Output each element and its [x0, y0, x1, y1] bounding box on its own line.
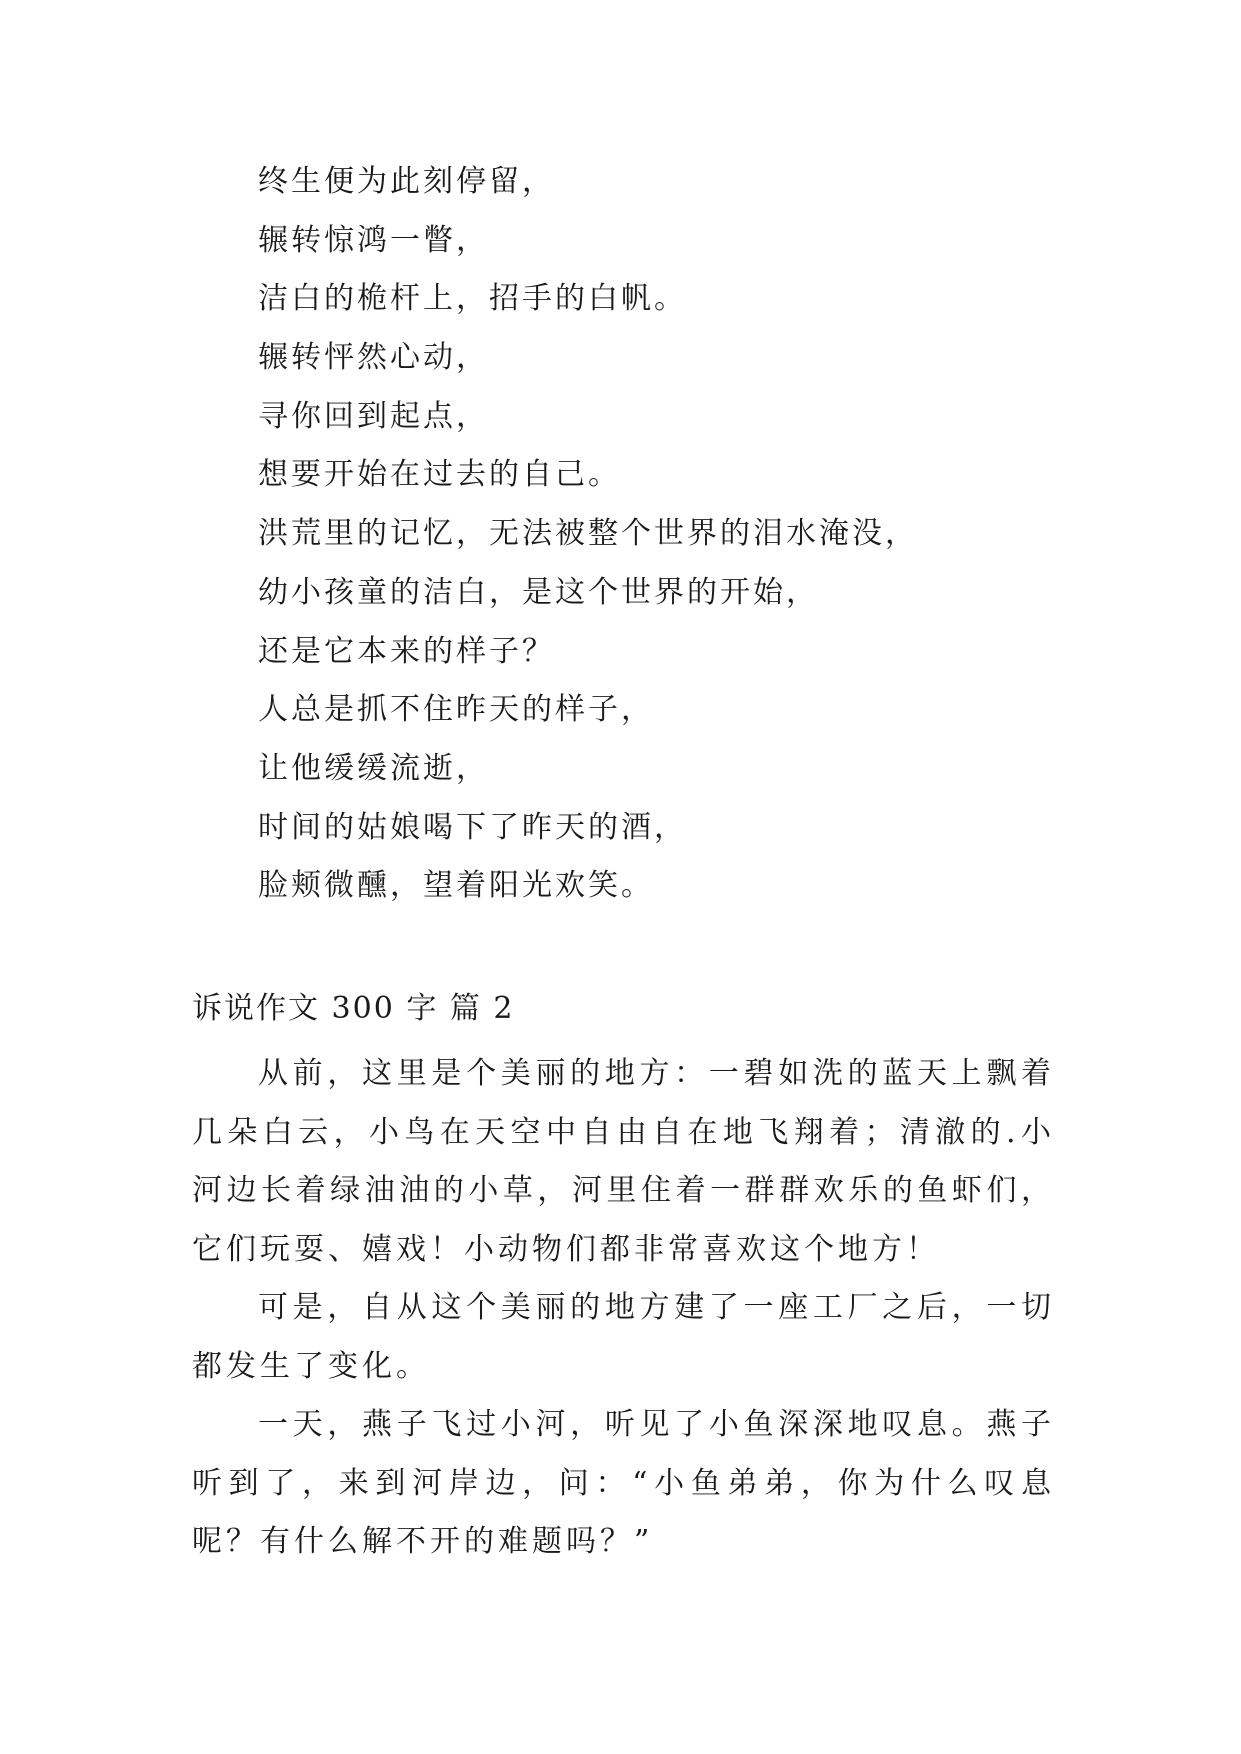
essay-body [192, 1045, 1055, 1572]
poem-line: 幼小孩童的洁白，是这个世界的开始， [258, 574, 819, 610]
section-heading: 诉说作文 300 字 篇 2 [192, 991, 515, 1026]
poem-line: 还是它本来的样子？ [258, 633, 555, 669]
paragraph: 从前，这里是个美丽的地方：一碧如洗的蓝天上飘着几朵白云，小鸟在天空中自由自在地飞翔着；清澈的.小河边长着绿油油的小草，河里住着一群群欢乐的鱼虾们，它们玩耍、嬉戏！小动物们都非常喜欢这个地方！ [192, 1056, 1055, 1267]
poem-line: 辗转惊鸿一瞥， [258, 222, 489, 258]
poem-line: 时间的姑娘喝下了昨天的酒， [258, 809, 687, 845]
paragraph: 可是，自从这个美丽的地方建了一座工厂之后，一切都发生了变化。 [192, 1290, 1055, 1384]
poem-line: 寻你回到起点， [258, 398, 489, 434]
poem-line: 人总是抓不住昨天的样子， [258, 692, 654, 728]
poem-line: 想要开始在过去的自己。 [258, 457, 621, 493]
poem-line: 洁白的桅杆上，招手的白帆。 [258, 281, 687, 317]
paragraph: 一天，燕子飞过小河，听见了小鱼深深地叹息。燕子听到了，来到河岸边，问：“小鱼弟弟，你为什么叹息呢？有什么解不开的难题吗？” [192, 1407, 1055, 1559]
poem-line: 终生便为此刻停留， [258, 164, 555, 199]
poem-line: 辗转怦然心动， [258, 340, 489, 376]
poem-line: 让他缓缓流逝， [258, 750, 489, 786]
poem-line: 脸颊微醺，望着阳光欢笑。 [258, 868, 654, 904]
poem-line: 洪荒里的记忆，无法被整个世界的泪水淹没， [258, 516, 918, 552]
poem [258, 162, 918, 925]
